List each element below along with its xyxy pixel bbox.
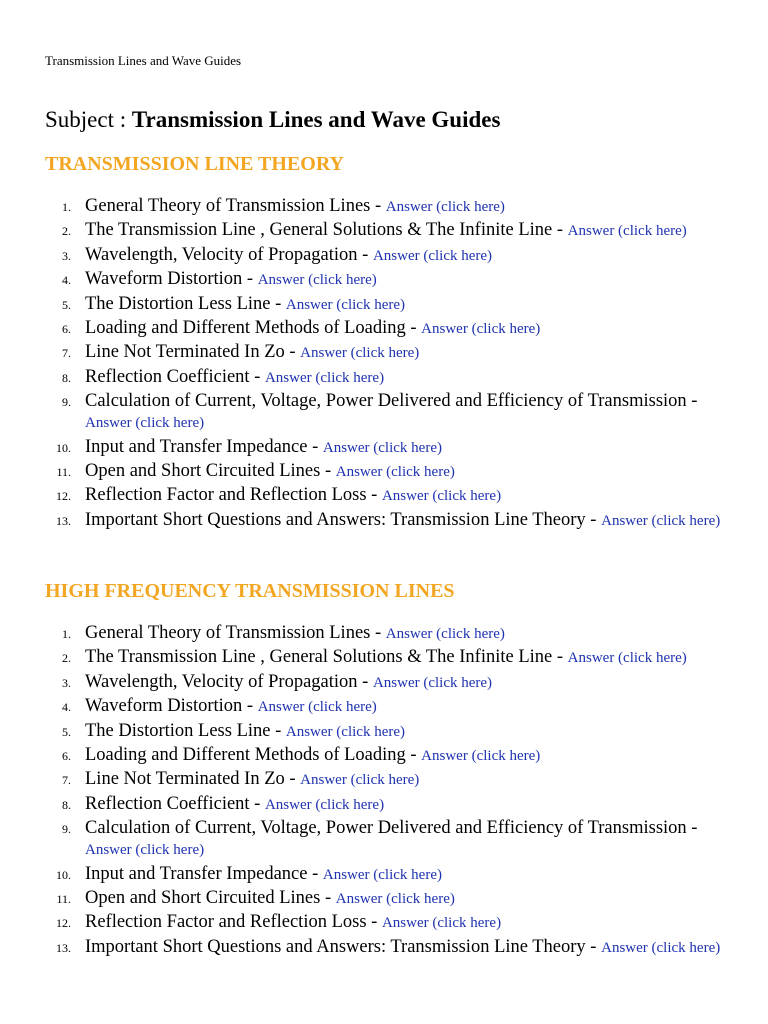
topic-list-transmission-line-theory <box>56 196 725 534</box>
list-item <box>62 220 725 242</box>
topic-title: The Distortion Less Line - <box>85 293 286 314</box>
list-item-number: 2. <box>62 651 71 666</box>
topic-title: Input and Transfer Impedance - <box>85 436 323 457</box>
list-item <box>56 485 725 507</box>
answer-link[interactable]: Answer (click here) <box>385 199 505 215</box>
answer-link[interactable]: Answer (click here) <box>567 223 687 240</box>
subject-label: Subject : <box>45 107 132 132</box>
answer-link[interactable]: Answer (click here) <box>285 296 405 313</box>
list-item <box>62 769 725 791</box>
topic-title: Waveform Distortion - <box>85 696 258 717</box>
topic-title: Input and Transfer Impedance - <box>85 863 323 884</box>
list-item <box>62 720 725 743</box>
list-item <box>56 863 725 886</box>
list-item <box>62 623 725 645</box>
answer-link[interactable]: Answer (click here) <box>85 842 205 859</box>
list-item <box>62 391 725 434</box>
topic-title: The Transmission Line , General Solutions & The Infinite Line - <box>85 647 568 668</box>
answer-link[interactable]: Answer (click here) <box>421 320 541 337</box>
answer-link[interactable]: Answer (click here) <box>381 488 502 505</box>
list-item <box>62 696 725 718</box>
list-item-number: 11. <box>56 891 71 906</box>
answer-link[interactable]: Answer (click here) <box>372 247 493 264</box>
answer-link[interactable]: Answer (click here) <box>257 699 377 716</box>
list-item <box>56 936 725 959</box>
list-item <box>62 818 725 861</box>
list-item-number: 2. <box>62 224 71 239</box>
list-item-number: 1. <box>62 200 71 214</box>
answer-link[interactable]: Answer (click here) <box>85 415 205 432</box>
topic-title: Open and Short Circuited Lines - <box>85 460 336 481</box>
list-item <box>62 269 725 291</box>
list-item <box>62 793 725 816</box>
list-item-number: 5. <box>62 297 71 312</box>
page-header: Transmission Lines and Wave Guides <box>45 53 242 68</box>
answer-link[interactable]: Answer (click here) <box>421 747 541 764</box>
list-item <box>62 744 725 767</box>
list-item-number: 13. <box>56 513 71 528</box>
list-item-number: 9. <box>62 395 71 410</box>
list-item <box>56 887 725 910</box>
list-item <box>62 244 725 267</box>
list-item-number: 10. <box>56 867 71 882</box>
list-item-number: 3. <box>62 675 71 690</box>
answer-link[interactable]: Answer (click here) <box>300 345 420 362</box>
answer-link[interactable]: Answer (click here) <box>285 723 405 740</box>
topic-title: Loading and Different Methods of Loading - <box>85 744 422 765</box>
topic-title: The Transmission Line , General Solutions & The Infinite Line - <box>85 220 568 241</box>
list-item <box>62 317 725 340</box>
answer-link[interactable]: Answer (click here) <box>264 369 385 386</box>
topic-title: Line Not Terminated In Zo - <box>85 769 301 790</box>
topic-title: Reflection Factor and Reflection Loss - <box>85 912 382 933</box>
list-item-number: 8. <box>62 797 71 812</box>
answer-link[interactable]: Answer (click here) <box>385 626 505 642</box>
answer-link[interactable]: Answer (click here) <box>567 650 687 667</box>
answer-link[interactable]: Answer (click here) <box>335 890 455 907</box>
topic-list-high-frequency-transmission-lines <box>56 623 725 961</box>
list-item <box>62 196 725 218</box>
list-item <box>62 342 725 364</box>
topic-title: Reflection Coefficient - <box>85 793 265 814</box>
list-item <box>56 509 725 532</box>
topic-title: General Theory of Transmission Lines - <box>85 196 386 216</box>
section-title-transmission-line-theory: TRANSMISSION LINE THEORY <box>45 153 345 175</box>
list-item-number: 7. <box>62 346 71 361</box>
list-item-number: 6. <box>62 748 71 763</box>
subject-line <box>45 106 500 134</box>
list-item <box>62 293 725 316</box>
answer-link[interactable]: Answer (click here) <box>322 439 442 456</box>
answer-link[interactable]: Answer (click here) <box>335 463 455 480</box>
list-item <box>62 647 725 669</box>
topic-title: Calculation of Current, Voltage, Power Delivered and Efficiency of Transmission - <box>85 391 698 412</box>
topic-title: Wavelength, Velocity of Propagation - <box>85 671 373 692</box>
answer-link[interactable]: Answer (click here) <box>601 939 721 956</box>
list-item-number: 4. <box>62 700 71 715</box>
topic-title: Waveform Distortion - <box>85 269 258 290</box>
list-item <box>62 366 725 389</box>
list-item-number: 9. <box>62 822 71 837</box>
topic-title: Line Not Terminated In Zo - <box>85 342 301 363</box>
answer-link[interactable]: Answer (click here) <box>601 512 721 529</box>
answer-link[interactable]: Answer (click here) <box>257 272 377 289</box>
topic-title: Important Short Questions and Answers: Transmission Line Theory - <box>85 509 602 530</box>
topic-title: Reflection Coefficient - <box>85 366 265 387</box>
list-item-number: 5. <box>62 724 71 739</box>
answer-link[interactable]: Answer (click here) <box>264 796 385 813</box>
subject-value: Transmission Lines and Wave Guides <box>131 107 501 132</box>
topic-title: Wavelength, Velocity of Propagation - <box>85 244 373 265</box>
list-item-number: 11. <box>56 464 71 479</box>
topic-title: Reflection Factor and Reflection Loss - <box>85 485 382 506</box>
list-item-number: 12. <box>56 916 71 931</box>
answer-link[interactable]: Answer (click here) <box>322 866 442 883</box>
topic-title: Calculation of Current, Voltage, Power Delivered and Efficiency of Transmission - <box>85 818 698 839</box>
topic-title: The Distortion Less Line - <box>85 720 286 741</box>
list-item-number: 6. <box>62 321 71 336</box>
list-item <box>56 436 725 459</box>
list-item-number: 13. <box>56 940 71 955</box>
list-item-number: 1. <box>62 627 71 641</box>
list-item-number: 4. <box>62 273 71 288</box>
topic-title: Loading and Different Methods of Loading - <box>85 317 422 338</box>
list-item-number: 10. <box>56 440 71 455</box>
list-item-number: 8. <box>62 370 71 385</box>
list-item-number: 12. <box>56 489 71 504</box>
topic-title: General Theory of Transmission Lines - <box>85 623 386 643</box>
list-item-number: 3. <box>62 248 71 263</box>
section-title-high-frequency-transmission-lines: HIGH FREQUENCY TRANSMISSION LINES <box>45 580 455 602</box>
topic-title: Important Short Questions and Answers: Transmission Line Theory - <box>85 936 602 957</box>
list-item <box>56 460 725 483</box>
topic-title: Open and Short Circuited Lines - <box>85 887 336 908</box>
list-item <box>56 912 725 934</box>
answer-link[interactable]: Answer (click here) <box>300 772 420 789</box>
list-item <box>62 671 725 694</box>
list-item-number: 7. <box>62 773 71 788</box>
answer-link[interactable]: Answer (click here) <box>381 915 502 932</box>
answer-link[interactable]: Answer (click here) <box>372 674 493 691</box>
